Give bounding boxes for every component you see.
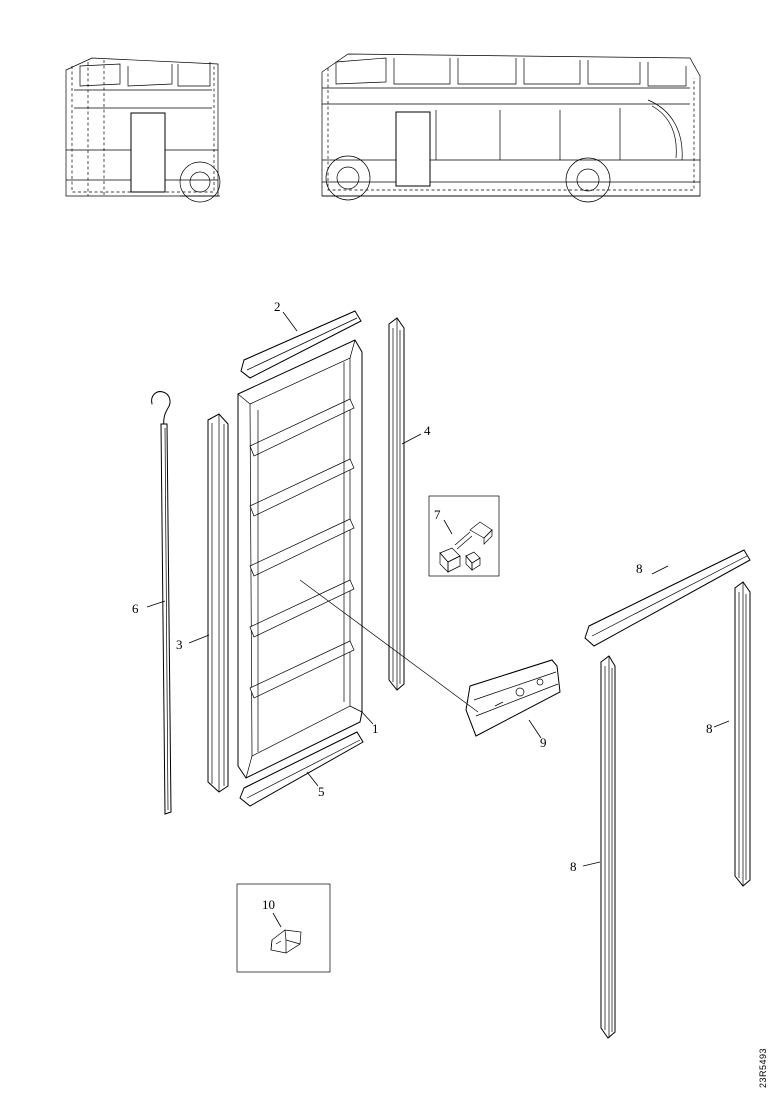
callout-2: 2 xyxy=(274,299,281,314)
part-3-vertical-strip xyxy=(208,414,228,792)
callout-9: 9 xyxy=(540,735,547,750)
callout-6: 6 xyxy=(132,601,139,616)
callout-7: 7 xyxy=(434,507,441,522)
callout-8-right: 8 xyxy=(706,721,713,736)
callout-3: 3 xyxy=(176,637,183,652)
callout-10: 10 xyxy=(262,897,275,912)
drawing-code: 23R5493 xyxy=(758,1047,768,1088)
callout-5: 5 xyxy=(318,784,325,799)
part-6-rod-with-hook xyxy=(152,392,171,814)
part-8-far-right-strip xyxy=(735,582,750,886)
part-4-vertical-post xyxy=(389,318,404,690)
callout-8-center: 8 xyxy=(570,859,577,874)
part-8-center-right-strip xyxy=(601,656,615,1038)
part-9-guide-rail xyxy=(466,660,560,736)
bus-view-front xyxy=(66,58,220,202)
part-1-door-frame xyxy=(238,340,362,778)
callout-8-upper: 8 xyxy=(636,561,643,576)
part-8-upper-right-rail xyxy=(585,550,750,646)
part-10-bracket-detail xyxy=(237,884,330,972)
callout-4: 4 xyxy=(424,423,431,438)
bus-view-side xyxy=(322,54,700,202)
callout-1: 1 xyxy=(372,721,379,736)
